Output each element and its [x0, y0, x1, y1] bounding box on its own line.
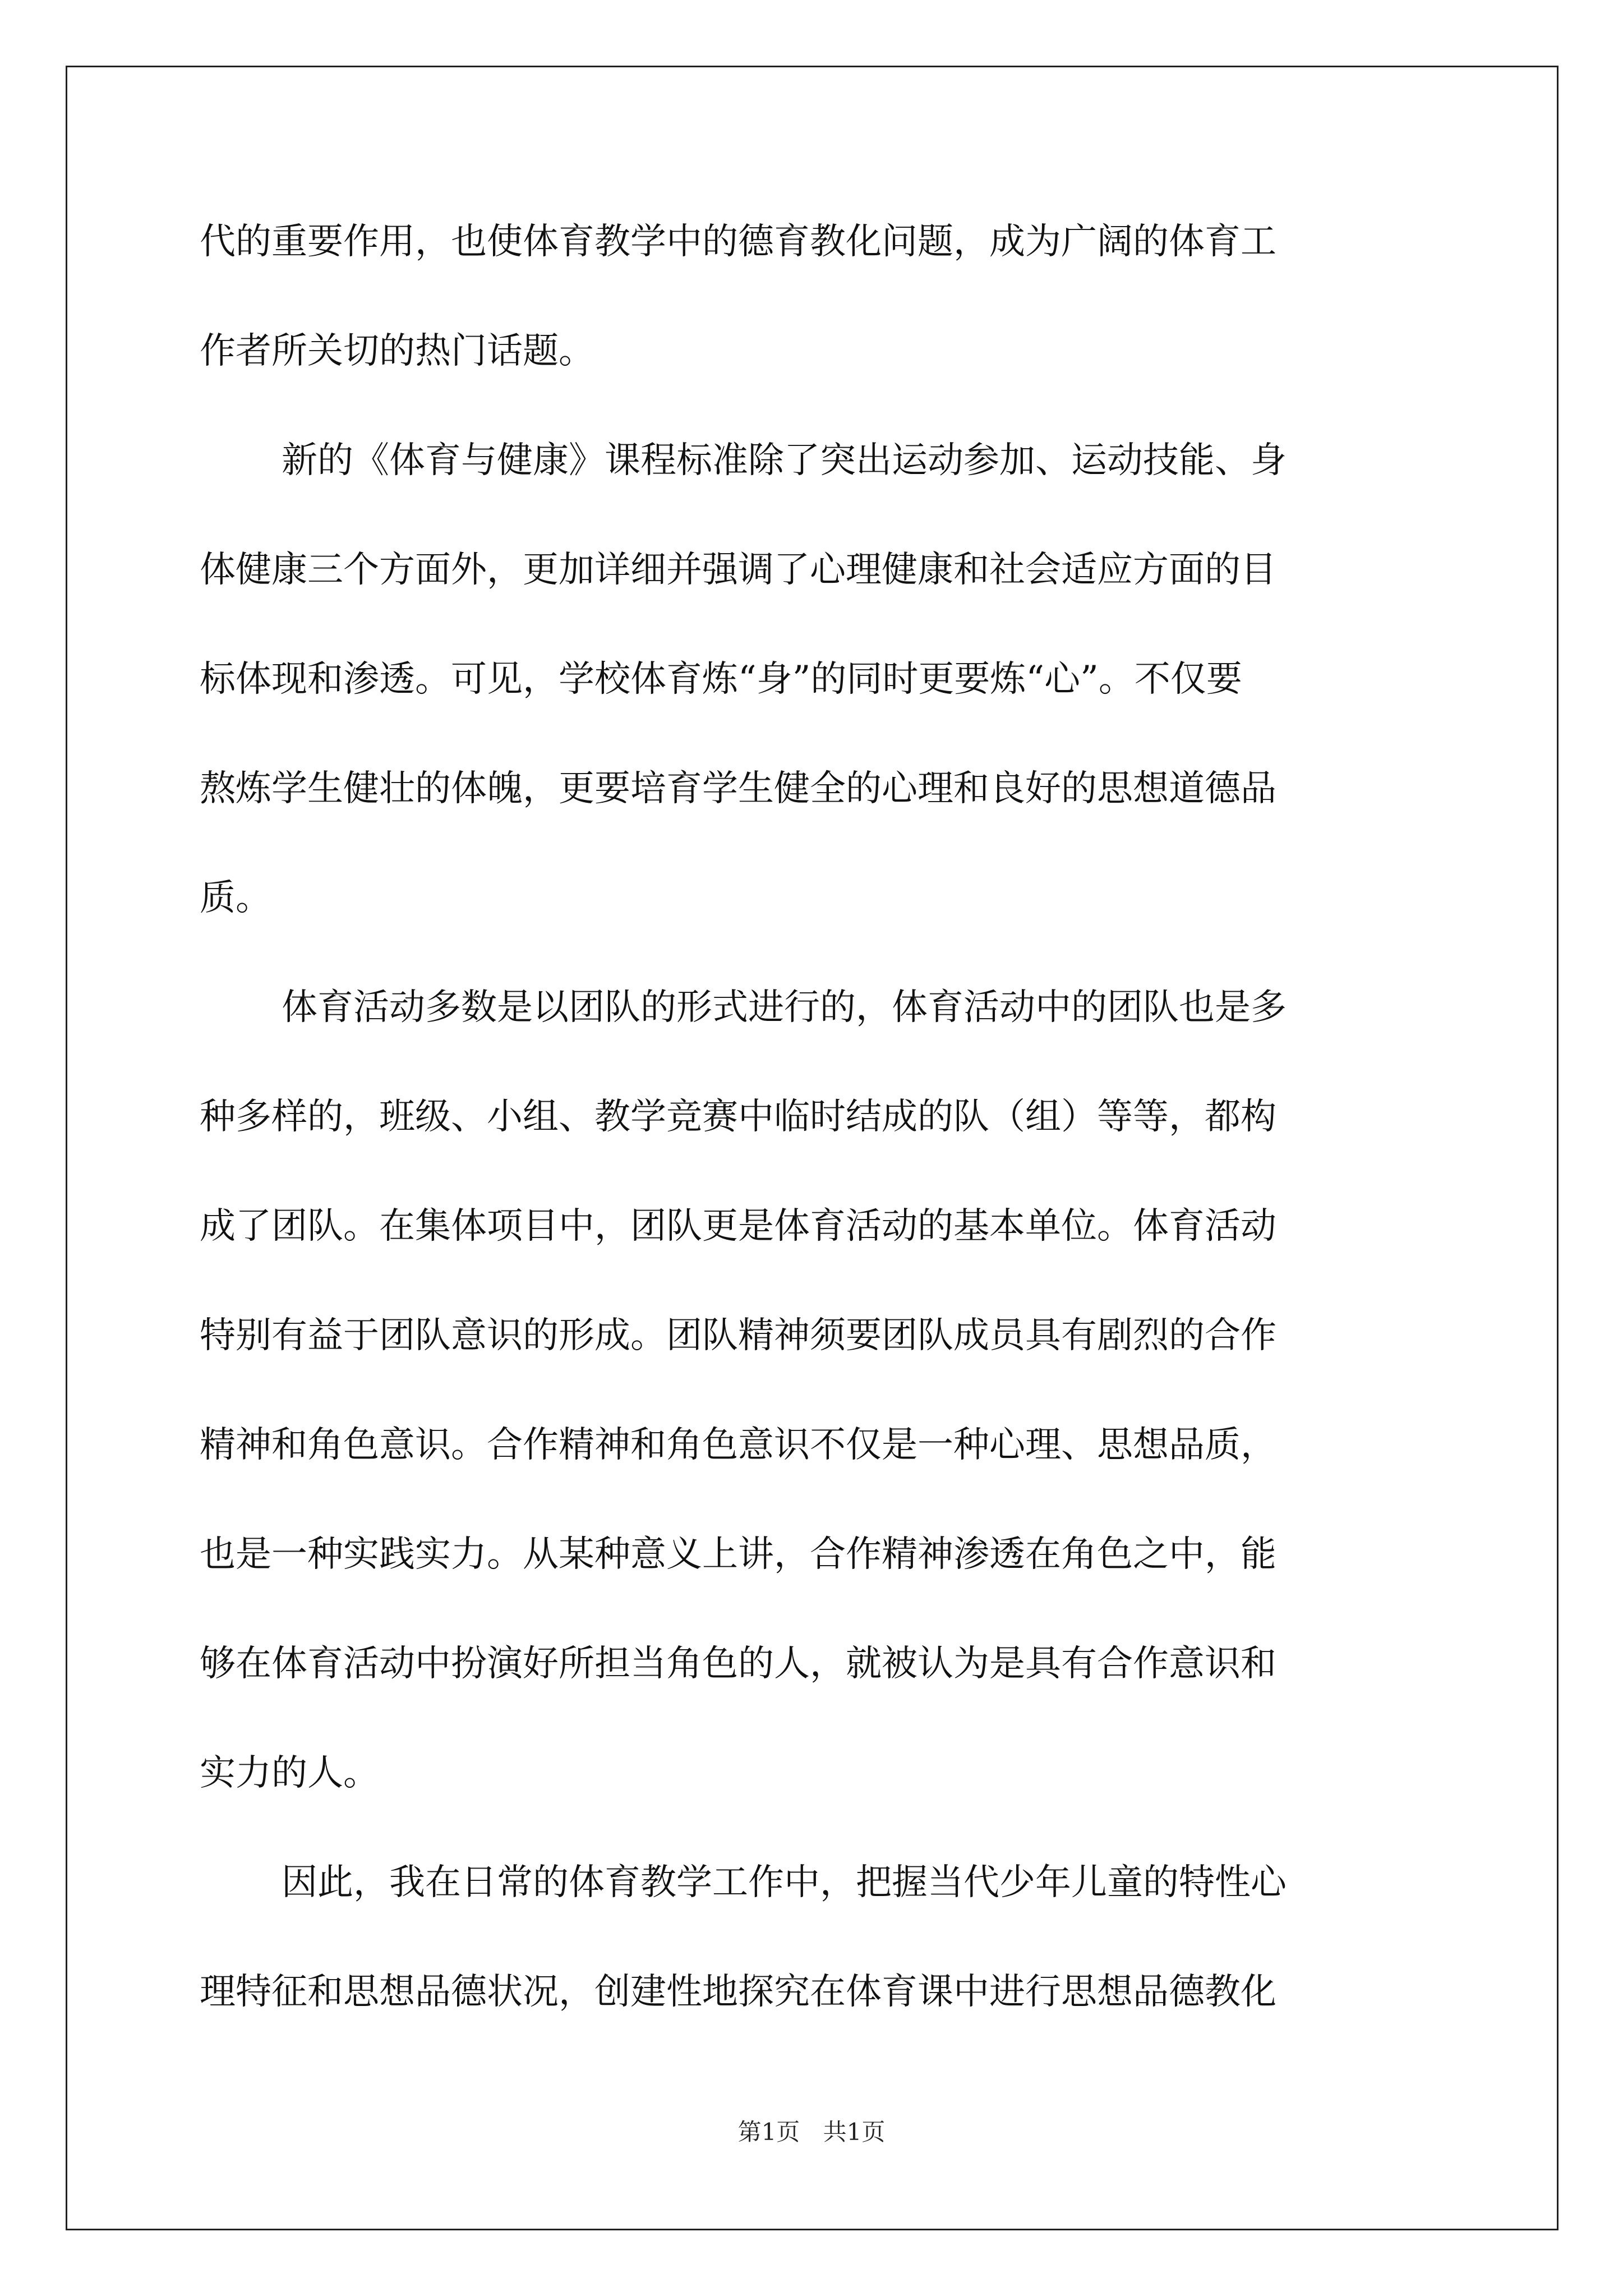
- text-line: 种多样的，班级、小组、教学竞赛中临时结成的队（组）等等，都构: [200, 1096, 1276, 1138]
- paragraph-4: [200, 1861, 1422, 2014]
- text-line: 标体现和渗透。可见，学校体育炼“身”的同时更要炼“心”。不仅要: [200, 659, 1242, 700]
- text-line: 因此，我在日常的体育教学工作中，把握当代少年儿童的特性心: [282, 1862, 1287, 1903]
- text-line: 质。: [200, 877, 271, 919]
- text-line: 理特征和思想品德状况，创建性地探究在体育课中进行思想品德教化: [200, 1971, 1276, 2013]
- page-number: 第1页: [737, 2118, 800, 2146]
- page-total: 共1页: [823, 2118, 886, 2146]
- text-line: 体育活动多数是以团队的形式进行的，体育活动中的团队也是多: [282, 987, 1287, 1028]
- paragraph-2: [200, 439, 1422, 920]
- text-line: 够在体育活动中扮演好所担当角色的人，就被认为是具有合作意识和: [200, 1643, 1276, 1685]
- text-line: 代的重要作用，也使体育教学中的德育教化问题，成为广阔的体育工: [200, 221, 1276, 263]
- text-line: 成了团队。在集体项目中，团队更是体育活动的基本单位。体育活动: [200, 1205, 1276, 1247]
- paragraph-3: [200, 986, 1422, 1795]
- text-line: 实力的人。: [200, 1752, 379, 1794]
- paragraph-1: [200, 220, 1422, 373]
- text-line: 作者所关切的热门话题。: [200, 330, 594, 372]
- text-line: 熬炼学生健壮的体魄，更要培育学生健全的心理和良好的思想道德品: [200, 768, 1276, 809]
- text-line: 体健康三个方面外，更加详细并强调了心理健康和社会适应方面的目: [200, 549, 1276, 591]
- text-line: 特别有益于团队意识的形成。团队精神须要团队成员具有剧烈的合作: [200, 1315, 1276, 1356]
- text-line: 也是一种实践实力。从某种意义上讲，合作精神渗透在角色之中，能: [200, 1534, 1276, 1575]
- text-line: 精神和角色意识。合作精神和角色意识不仅是一种心理、思想品质，: [200, 1424, 1276, 1466]
- text-line: 新的《体育与健康》课程标准除了突出运动参加、运动技能、身: [282, 440, 1287, 481]
- page-footer: [0, 2114, 1623, 2147]
- document-body: [200, 220, 1422, 2014]
